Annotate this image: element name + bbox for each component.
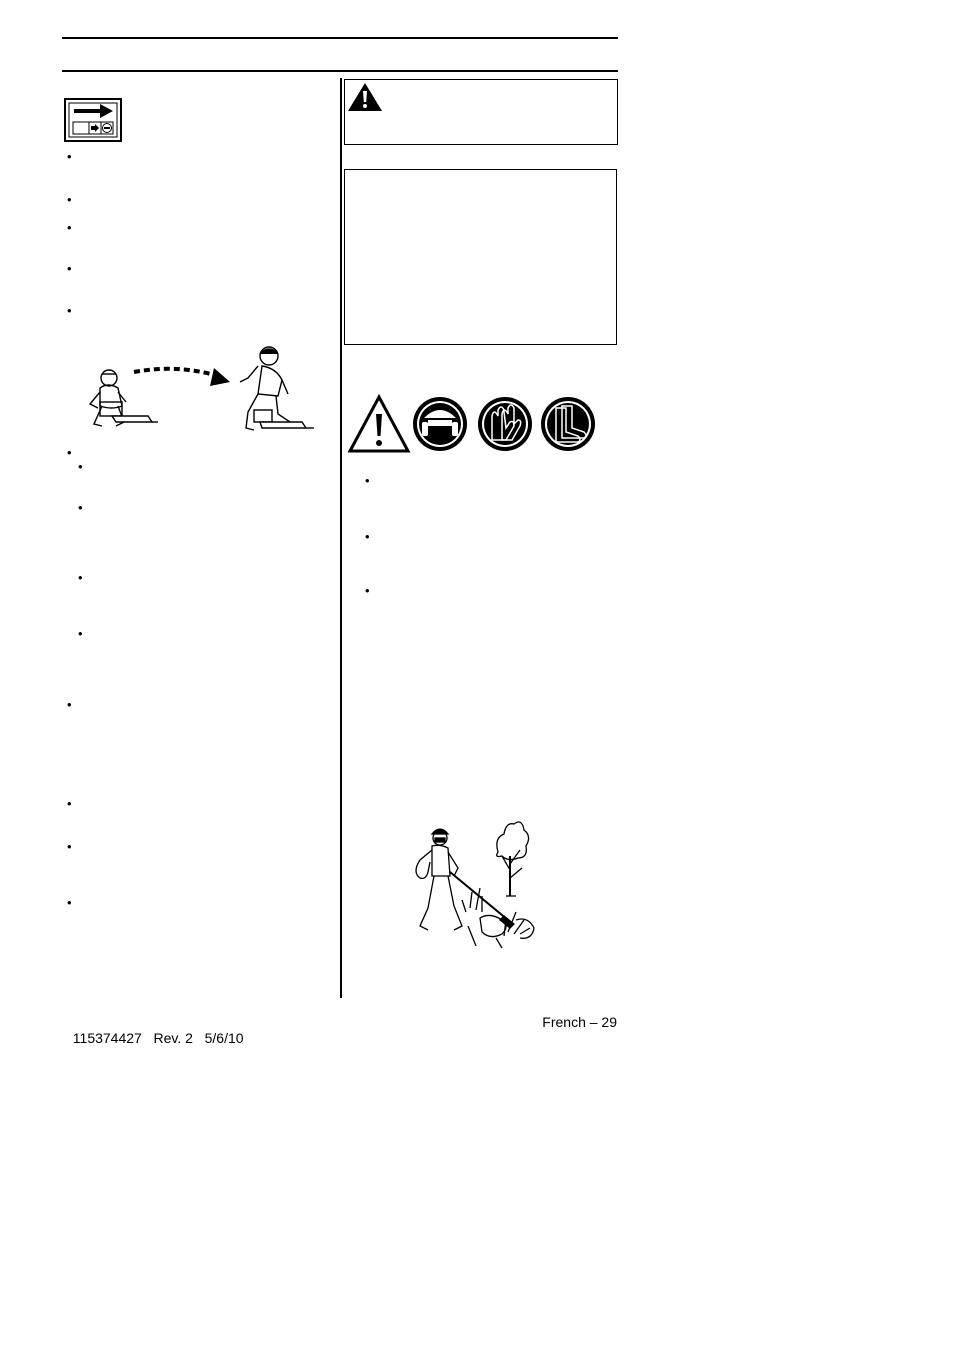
- sub-list-bullet: •: [78, 626, 83, 641]
- warning-triangle-icon: [347, 82, 383, 112]
- warning-box: [344, 79, 618, 145]
- notice-box: [344, 169, 617, 345]
- top-rule: [62, 37, 618, 39]
- list-bullet: •: [67, 149, 72, 164]
- helmet-ear-eye-protection-icon: [413, 397, 467, 451]
- sub-list-bullet: •: [78, 570, 83, 585]
- list-bullet: •: [67, 697, 72, 712]
- sub-list-bullet: •: [78, 459, 83, 474]
- operator-trimming-illustration: [410, 816, 540, 950]
- list-bullet: •: [67, 261, 72, 276]
- list-bullet: •: [67, 796, 72, 811]
- list-bullet: •: [67, 839, 72, 854]
- gloves-icon: [478, 397, 532, 451]
- column-divider: [340, 78, 342, 998]
- list-bullet: •: [67, 445, 72, 460]
- boots-icon: [541, 397, 595, 451]
- doc-number: 115374427: [72, 1030, 142, 1046]
- list-bullet: •: [67, 303, 72, 318]
- list-bullet: •: [67, 192, 72, 207]
- arrow-start-stop-icon: [64, 98, 122, 142]
- list-bullet: •: [365, 529, 370, 544]
- list-bullet: •: [365, 473, 370, 488]
- header-rule: [62, 70, 618, 72]
- list-bullet: •: [67, 220, 72, 235]
- page-label: French – 29: [542, 1014, 617, 1030]
- list-bullet: •: [365, 583, 370, 598]
- doc-date: 5/6/10: [204, 1030, 244, 1046]
- sub-list-bullet: •: [78, 500, 83, 515]
- doc-revision: Rev. 2: [153, 1030, 193, 1046]
- footer-doc-info: [65, 1014, 244, 1046]
- warning-triangle-icon: [350, 397, 408, 451]
- operator-moving-illustration: [78, 344, 316, 436]
- safety-symbols: [348, 394, 596, 454]
- list-bullet: •: [67, 895, 72, 910]
